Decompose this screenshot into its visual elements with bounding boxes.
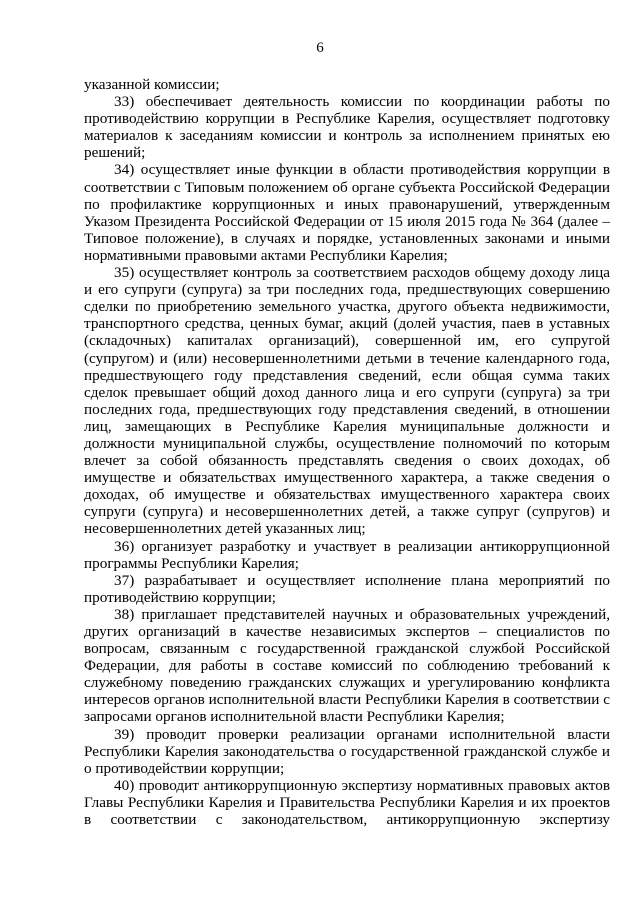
paragraph-item-38: 38) приглашает представителей научных и образовательных учреждений, других организаций в качестве независимых экспертов – специалистов по вопросам, связанным с государственной гражданской службой Российской Федерации, для работы в составе комиссий по соблюдению требований к служебному поведению гражданских служащих и урегулированию конфликта интересов органов исполнительной власти Республики Карелия в соответствии с запросами органов исполнительной власти Республики Карелия; bbox=[84, 605, 610, 726]
paragraph-item-36: 36) организует разработку и участвует в реализации антикоррупционной программы Республики Карелия; bbox=[84, 537, 610, 572]
paragraph-item-37: 37) разрабатывает и осуществляет исполнение плана мероприятий по противодействию коррупции; bbox=[84, 571, 610, 606]
paragraph-item-39: 39) проводит проверки реализации органами исполнительной власти Республики Карелия законодательства о государственной гражданской службе и о противодействии коррупции; bbox=[84, 725, 610, 777]
document-body bbox=[84, 76, 610, 828]
paragraph-item-34: 34) осуществляет иные функции в области противодействия коррупции в соответствии с Типовым положением об органе субъекта Российской Федерации по профилактике коррупционных и иных правонарушений, утвержденным Указом Президента Российской Федерации от 15 июля 2015 года № 364 (далее – Типовое положение), в случаях и порядке, установленных законами и иными нормативными правовыми актами Республики Карелия; bbox=[84, 161, 610, 264]
paragraph-item-33: 33) обеспечивает деятельность комиссии по координации работы по противодействию коррупции в Республике Карелия, осуществляет подготовку материалов к заседаниям комиссии и контроль за исполнением принятых ею решений; bbox=[84, 93, 610, 162]
paragraph-item-40: 40) проводит антикоррупционную экспертизу нормативных правовых актов Главы Республики Карелия и Правительства Республики Карелия и их проектов в соответствии с законодательством, антикоррупционную экспертизу bbox=[84, 776, 610, 829]
page-number: 6 bbox=[316, 40, 324, 56]
paragraph-item-35: 35) осуществляет контроль за соответствием расходов общему доходу лица и его супруги (супруга) за три последних года, предшествующих совершению сделки по приобретению земельного участка, другого объекта недвижимости, транспортного средства, ценных бумаг, акций (долей участия, паев в уставных (складочных) капиталах организаций), совершенной им, его супругой (супругом) и (или) несовершеннолетними детьми в течение календарного года, предшествующего году представления сведений, если общая сумма таких сделок превышает общий доход данного лица и его супруги (супруга) за три последних года, предшествующих году представления сведений, в отношении лиц, замещающих в Республике Карелия муниципальные должности и должности муниципальной службы, осуществление полномочий по которым влечет за собой обязанность представлять сведения о своих доходах, об имуществе и обязательствах имущественного характера, а также сведения о доходах, об имуществе и обязательствах имущественного характера своих супруги (супруга) и несовершеннолетних детей, а также супруг (супругов) и несовершеннолетних детей указанных лиц; bbox=[84, 264, 610, 538]
paragraph-continuation: указанной комиссии; bbox=[84, 76, 220, 93]
